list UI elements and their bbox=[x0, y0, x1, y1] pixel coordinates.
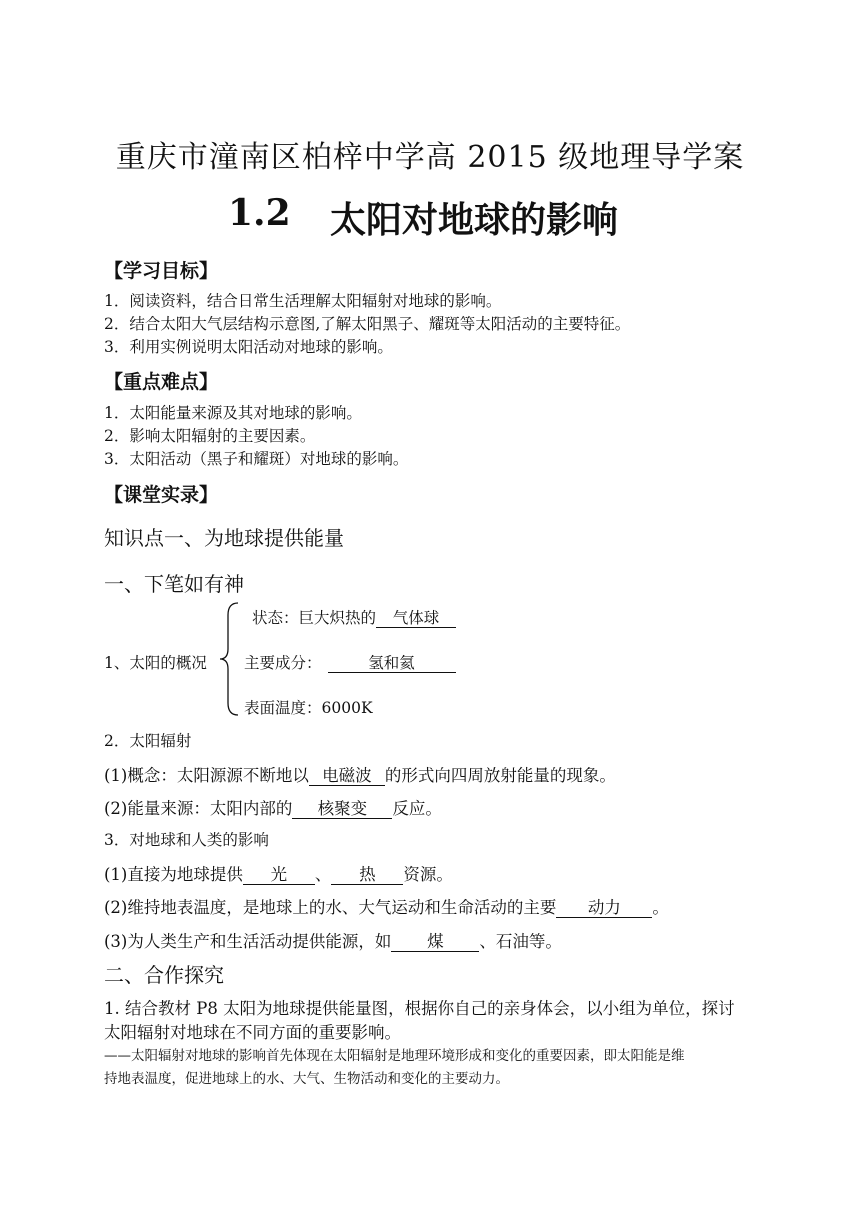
influence-l1-sep: 、 bbox=[314, 865, 332, 884]
influence-l1-prefix: (1)直接为地球提供 bbox=[104, 865, 243, 884]
sun-composition-prefix: 主要成分： bbox=[244, 654, 322, 672]
radiation-concept-suffix: 的形式向四周放射能量的现象。 bbox=[384, 766, 616, 785]
influence-l2-answer: 动力 bbox=[556, 899, 652, 918]
sun-state-line bbox=[252, 606, 456, 628]
knowledge-point-title: 知识点一、为地球提供能量 bbox=[104, 526, 344, 550]
influence-l1-answer-a: 光 bbox=[243, 866, 315, 885]
sun-state-prefix: 状态：巨大炽热的 bbox=[252, 609, 377, 627]
goal-item: 1．阅读资料，结合日常生活理解太阳辐射对地球的影响。 bbox=[104, 292, 502, 310]
sun-composition-line bbox=[244, 651, 456, 673]
part2-title: 二、合作探究 bbox=[104, 963, 224, 987]
explore-question-line: 1. 结合教材 P8 太阳为地球提供能量图，根据你自己的亲身体会，以小组为单位，探讨 bbox=[104, 999, 735, 1018]
sun-state-answer: 气体球 bbox=[376, 610, 456, 628]
radiation-source-suffix: 反应。 bbox=[392, 799, 442, 818]
influence-l3-prefix: (3)为人类生产和生活活动提供能源，如 bbox=[104, 932, 392, 951]
radiation-source-answer: 核聚变 bbox=[292, 800, 392, 819]
key-point-item: 1．太阳能量来源及其对地球的影响。 bbox=[104, 404, 362, 422]
radiation-source-prefix: (2)能量来源：太阳内部的 bbox=[104, 799, 293, 818]
radiation-concept-answer: 电磁波 bbox=[309, 767, 385, 786]
radiation-source-line bbox=[104, 795, 442, 819]
influence-l3-suffix: 、石油等。 bbox=[479, 932, 562, 951]
goals-heading: 【学习目标】 bbox=[104, 260, 219, 282]
goal-item: 2．结合太阳大气层结构示意图,了解太阳黑子、耀斑等太阳活动的主要特征。 bbox=[104, 315, 631, 333]
influence-l3-answer: 煤 bbox=[391, 933, 479, 952]
influence-l1-suffix: 资源。 bbox=[403, 865, 453, 884]
key-points-heading: 【重点难点】 bbox=[104, 371, 219, 393]
influence-line-1 bbox=[104, 861, 453, 885]
class-record-heading: 【课堂实录】 bbox=[104, 484, 219, 506]
brace-icon bbox=[216, 601, 242, 717]
part1-title: 一、下笔如有神 bbox=[104, 572, 244, 596]
influence-line-2 bbox=[104, 894, 669, 918]
radiation-concept-prefix: (1)概念：太阳源源不断地以 bbox=[104, 766, 309, 785]
sun-overview-label: 1、太阳的概况 bbox=[104, 654, 207, 672]
influence-line-3 bbox=[104, 928, 562, 952]
lesson-number: 1.2 bbox=[228, 192, 291, 234]
goal-item: 3．利用实例说明太阳活动对地球的影响。 bbox=[104, 338, 393, 356]
explore-answer-line: ——太阳辐射对地球的影响首先体现在太阳辐射是地理环境形成和变化的重要因素，即太阳能是维 bbox=[104, 1048, 685, 1064]
sun-surface-temp: 表面温度：6000K bbox=[244, 699, 373, 717]
lesson-title: 太阳对地球的影响 bbox=[330, 199, 619, 241]
radiation-heading: 2．太阳辐射 bbox=[104, 732, 192, 750]
radiation-concept-line bbox=[104, 762, 616, 786]
school-title: 重庆市潼南区柏梓中学高 2015 级地理导学案 bbox=[115, 140, 745, 175]
key-point-item: 2．影响太阳辐射的主要因素。 bbox=[104, 427, 316, 445]
influence-l1-answer-b: 热 bbox=[331, 866, 403, 885]
influence-l2-prefix: (2)维持地表温度，是地球上的水、大气运动和生命活动的主要 bbox=[104, 898, 557, 917]
key-point-item: 3．太阳活动（黑子和耀斑）对地球的影响。 bbox=[104, 450, 409, 468]
explore-answer-line: 持地表温度，促进地球上的水、大气、生物活动和变化的主要动力。 bbox=[104, 1071, 509, 1087]
influence-l2-suffix: 。 bbox=[652, 898, 669, 917]
explore-question-line: 太阳辐射对地球在不同方面的重要影响。 bbox=[104, 1023, 401, 1042]
sun-composition-answer: 氢和氦 bbox=[328, 655, 456, 673]
influence-heading: 3．对地球和人类的影响 bbox=[104, 831, 269, 849]
